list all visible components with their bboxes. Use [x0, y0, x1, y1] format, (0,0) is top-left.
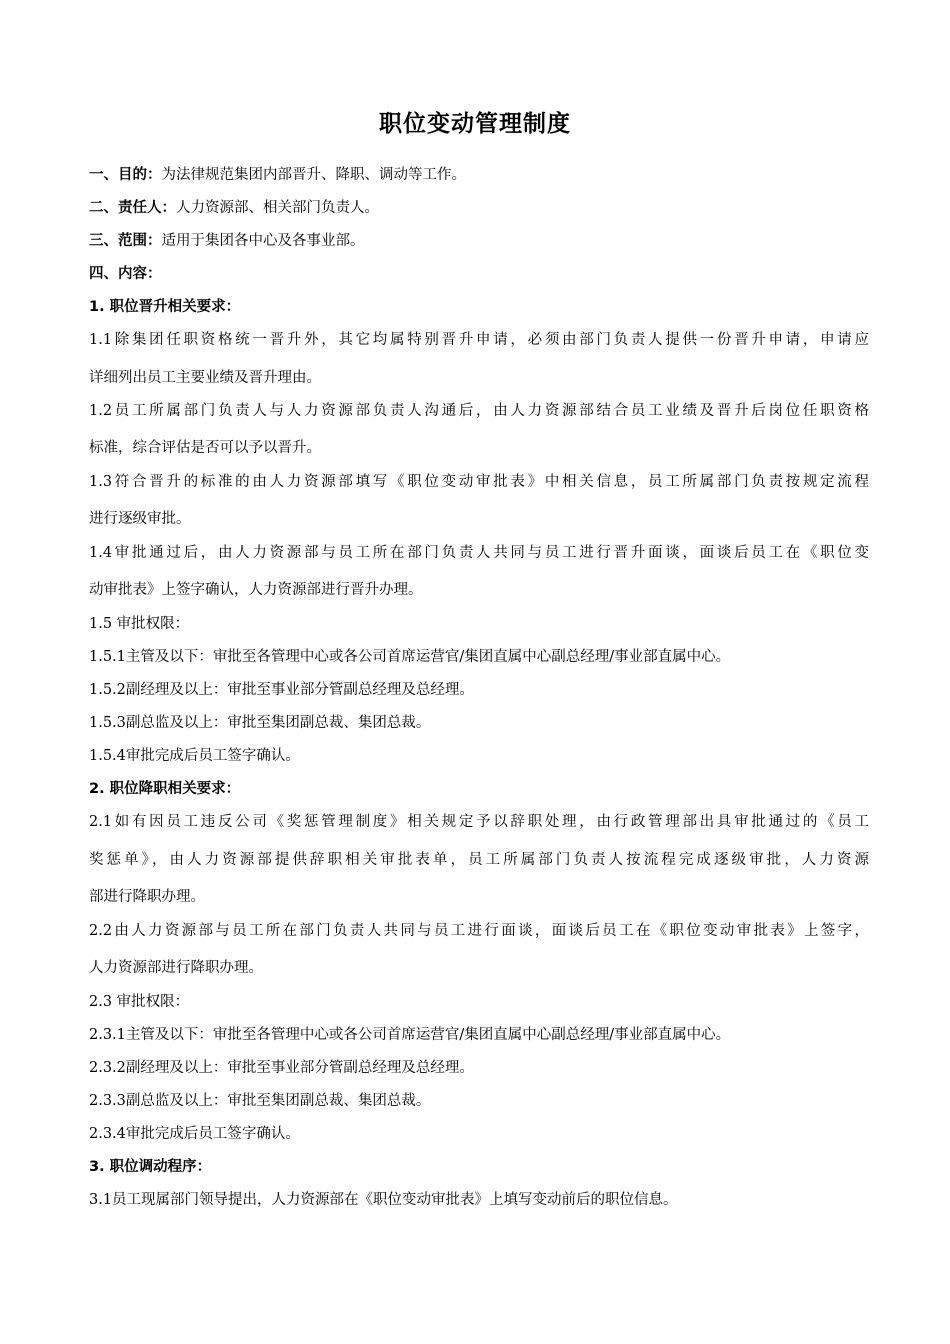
purpose-line [89, 164, 869, 186]
responsible-label: 二、责任人： [89, 200, 176, 216]
content-line [89, 263, 869, 285]
responsible-text: 人力资源部、相关部门负责人。 [176, 200, 379, 216]
paragraph-1-3-line-2: 进行逐级审批。 [89, 511, 191, 527]
paragraph-1-5-4: 1.5.4审批完成后员工签字确认。 [89, 748, 300, 764]
paragraph-1-2-line-1: 1.2员工所属部门负责人与人力资源部负责人沟通后，由人力资源部结合员工业绩及晋升后岗位任职资格 [89, 403, 869, 419]
document-title: 职位变动管理制度 [379, 111, 571, 137]
paragraph-2-3-2: 2.3.2副经理及以上：审批至事业部分管副总经理及总经理。 [89, 1060, 474, 1076]
paragraph-1-3-line-1: 1.3符合晋升的标准的由人力资源部填写《职位变动审批表》中相关信息，员工所属部门负责按规定流程 [89, 474, 869, 490]
paragraph-1-2-line-2: 标准，综合评估是否可以予以晋升。 [89, 440, 321, 456]
paragraph-1-5: 1.5 审批权限： [89, 616, 190, 632]
section-2-heading: 2. 职位降职相关要求： [89, 781, 241, 797]
paragraph-2-1-line-3: 部进行降职办理。 [89, 889, 205, 905]
paragraph-1-4-line-2: 动审批表》上签字确认，人力资源部进行晋升办理。 [89, 582, 423, 598]
paragraph-2-2-line-2: 人力资源部进行降职办理。 [89, 960, 263, 976]
section-3-heading: 3. 职位调动程序： [89, 1159, 212, 1175]
paragraph-3-1: 3.1员工现属部门领导提出，人力资源部在《职位变动审批表》上填写变动前后的职位信息。 [89, 1192, 678, 1208]
scope-line [89, 230, 869, 252]
paragraph-1-5-2: 1.5.2副经理及以上：审批至事业部分管副总经理及总经理。 [89, 682, 474, 698]
paragraph-1-5-1: 1.5.1主管及以下：审批至各管理中心或各公司首席运营官/集团直属中心副总经理/事业部直属中心。 [89, 649, 731, 665]
content-label: 四、内容： [89, 266, 162, 282]
paragraph-1-4-line-1: 1.4审批通过后，由人力资源部与员工所在部门负责人共同与员工进行晋升面谈，面谈后员工在《职位变 [89, 545, 869, 561]
paragraph-1-1-line-1: 1.1除集团任职资格统一晋升外，其它均属特别晋升申请，必须由部门负责人提供一份晋升申请，申请应 [89, 332, 869, 348]
paragraph-2-3: 2.3 审批权限： [89, 994, 190, 1010]
scope-text: 适用于集团各中心及各事业部。 [161, 233, 365, 249]
purpose-text: 为法律规范集团内部晋升、降职、调动等工作。 [161, 167, 466, 183]
paragraph-1-5-3: 1.5.3副总监及以上：审批至集团副总裁、集团总裁。 [89, 715, 431, 731]
scope-label: 三、范围： [89, 233, 162, 249]
purpose-label: 一、目的： [89, 167, 162, 183]
paragraph-2-3-3: 2.3.3副总监及以上：审批至集团副总裁、集团总裁。 [89, 1093, 431, 1109]
paragraph-1-1-line-2: 详细列出员工主要业绩及晋升理由。 [89, 370, 321, 386]
paragraph-2-3-4: 2.3.4审批完成后员工签字确认。 [89, 1126, 300, 1142]
paragraph-2-3-1: 2.3.1主管及以下：审批至各管理中心或各公司首席运营官/集团直属中心副总经理/事业部直属中心。 [89, 1027, 731, 1043]
paragraph-2-2-line-1: 2.2由人力资源部与员工所在部门负责人共同与员工进行面谈，面谈后员工在《职位变动审批表》上签字， [89, 923, 869, 939]
responsible-line [89, 197, 869, 219]
paragraph-2-1-line-1: 2.1如有因员工违反公司《奖惩管理制度》相关规定予以辞职处理，由行政管理部出具审批通过的《员工 [89, 814, 869, 830]
section-1-heading: 1. 职位晋升相关要求： [89, 299, 241, 315]
paragraph-2-1-line-2: 奖惩单》，由人力资源部提供辞职相关审批表单，员工所属部门负责人按流程完成逐级审批，人力资源 [89, 852, 869, 868]
